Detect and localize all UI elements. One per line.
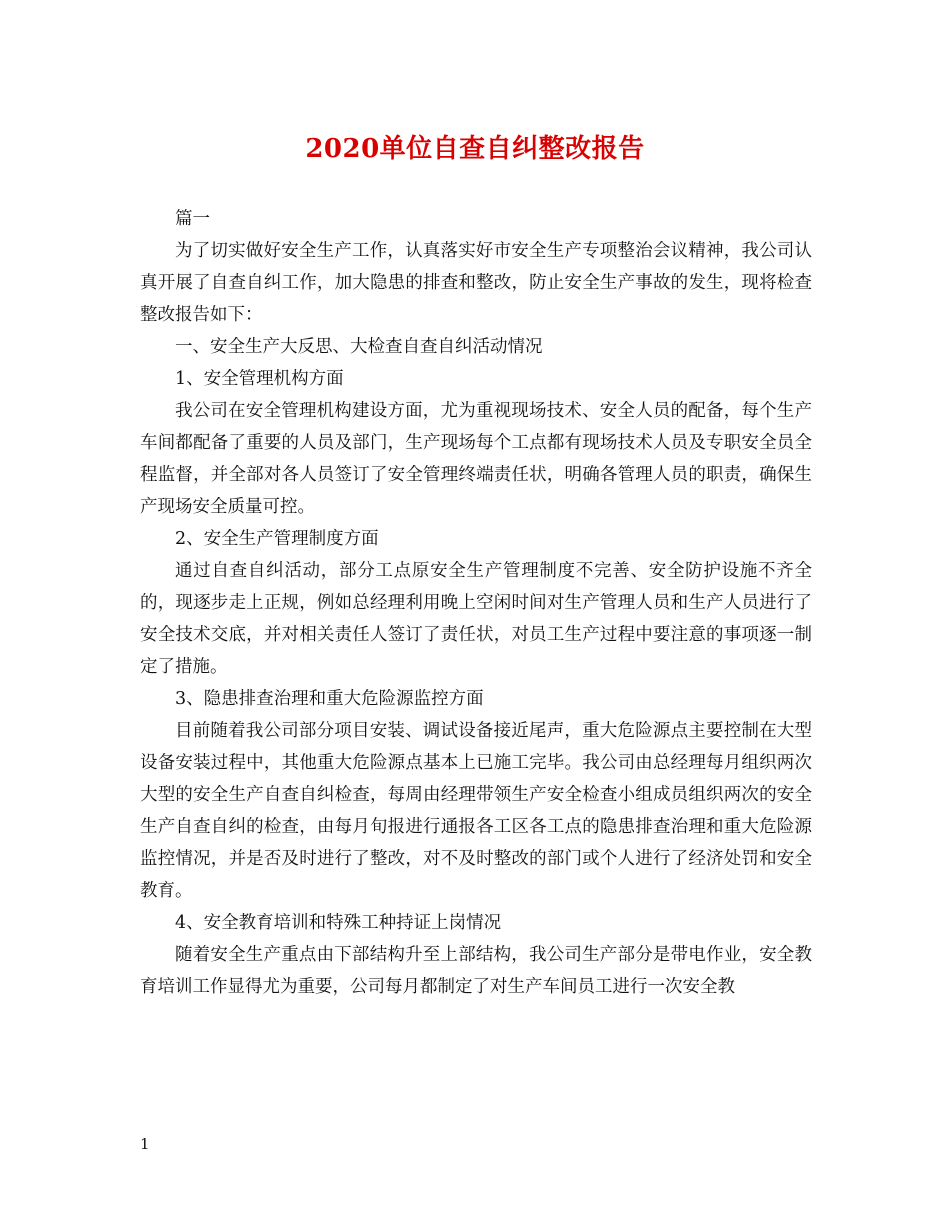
paragraph-intro: 为了切实做好安全生产工作，认真落实好市安全生产专项整治会议精神，我公司认真开展了自查自纠工作，加大隐患的排查和整改，防止安全生产事故的发生，现将检查整改报告如下：	[140, 241, 812, 325]
paragraph-body-1: 我公司在安全管理机构建设方面，尤为重视现场技术、安全人员的配备，每个生产车间都配备了重要的人员及部门，生产现场每个工点都有现场技术人员及专职安全员全程监督，并全部对各人员签订了安全管理终端责任状，明确各管理人员的职责，确保生产现场安全质量可控。	[140, 401, 812, 517]
paragraph-subheading-1: 1、安全管理机构方面	[175, 369, 344, 389]
paragraph-subheading-3: 3、隐患排查治理和重大危险源监控方面	[175, 689, 484, 709]
paragraph-body-4: 随着安全生产重点由下部结构升至上部结构，我公司生产部分是带电作业，安全教育培训工作显得尤为重要，公司每月都制定了对生产车间员工进行一次安全教	[140, 945, 812, 997]
paragraph-section-label: 篇一	[175, 209, 210, 229]
paragraph-body-2: 通过自查自纠活动，部分工点原安全生产管理制度不完善、安全防护设施不齐全的，现逐步走上正规，例如总经理利用晚上空闲时间对生产管理人员和生产人员进行了安全技术交底，并对相关责任人签订了责任状，对员工生产过程中要注意的事项逐一制定了措施。	[140, 561, 812, 677]
paragraph-subheading-4: 4、安全教育培训和特殊工种持证上岗情况	[175, 913, 502, 933]
paragraph-subheading-2: 2、安全生产管理制度方面	[175, 529, 379, 549]
page-title: 2020单位自查自纠整改报告	[305, 134, 645, 164]
paragraph-heading-1: 一、安全生产大反思、大检查自查自纠活动情况	[175, 337, 543, 357]
document-body	[140, 203, 812, 1003]
paragraph-body-3: 目前随着我公司部分项目安装、调试设备接近尾声，重大危险源点主要控制在大型设备安装过程中，其他重大危险源点基本上已施工完毕。我公司由总经理每月组织两次大型的安全生产自查自纠检查，每周由经理带领生产安全检查小组成员组织两次的安全生产自查自纠的检查，由每月旬报进行通报各工区各工点的隐患排查治理和重大危险源监控情况，并是否及时进行了整改，对不及时整改的部门或个人进行了经济处罚和安全教育。	[140, 721, 812, 901]
page-number: 1	[140, 1135, 150, 1153]
